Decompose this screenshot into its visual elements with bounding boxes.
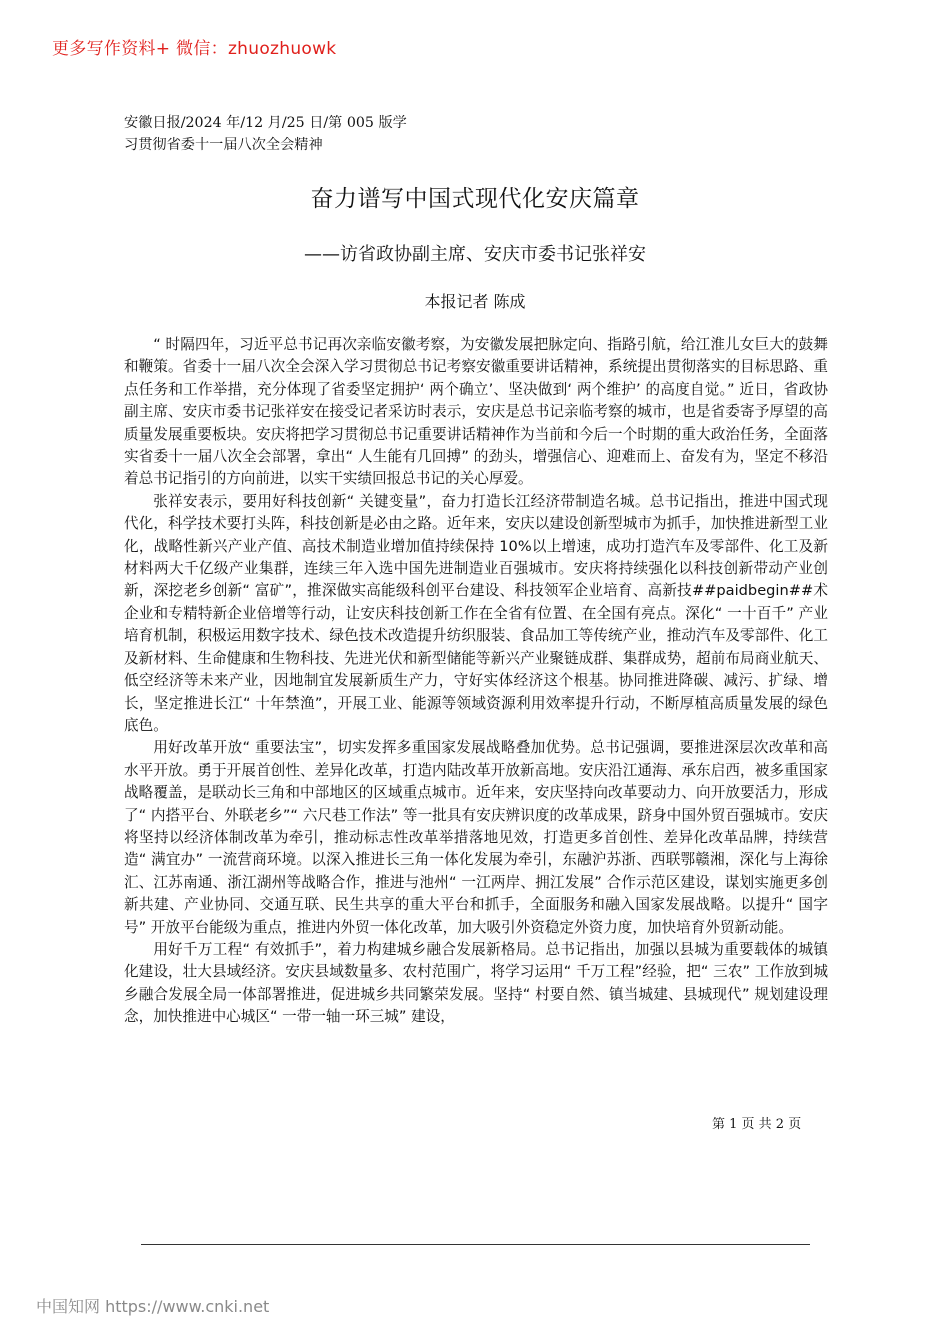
source-line: 安徽日报/2024 年/12 月/25 日/第 005 版学习贯彻省委十一届八次全会精神 [124, 115, 407, 153]
article-body [124, 334, 828, 1029]
byline: 本报记者 陈成 [424, 292, 526, 311]
promo-banner: 更多写作资料+ 微信：zhuozhuowk [52, 39, 337, 59]
paragraph: 用好改革开放“ 重要法宝”，切实发挥多重国家发展战略叠加优势。总书记强调，要推进深层次改革和高水平开放。勇于开展首创性、差异化改革，打造内陆改革开放新高地。安庆沿江通海、承东启西，被多重国家战略覆盖，是联动长三角和中部地区的区域重点城市。近年来，安庆坚持向改革要动力、向开放要活力，形成了“ 内搭平台、外联老乡”“ 六尺巷工作法” 等一批具有安庆辨识度的改革成果，跻身中国外贸百强城市。安庆将坚持以经济体制改革为牵引，推动标志性改革举措落地见效，打造更多首创性、差异化改革品牌，持续营造“ 满宜办” 一流营商环境。以深入推进长三角一体化发展为牵引，东融沪苏浙、西联鄂赣湘，深化与上海徐汇、江苏南通、浙江湖州等战略合作，推进与池州“ 一江两岸、拥江发展” 合作示范区建设，谋划实施更多创新共建、产业协同、交通互联、民生共享的重大平台和抓手，全面服务和融入国家发展战略。以提升“ 国字号” 开放平台能级为重点，推进内外贸一体化改革，加大吸引外资稳定外资力度，加快培育外贸新动能。 [124, 739, 828, 936]
footer-divider [141, 1244, 810, 1245]
paragraph: 用好千万工程“ 有效抓手”，着力构建城乡融合发展新格局。总书记指出，加强以县城为重要载体的城镇化建设，壮大县域经济。安庆县域数量多、农村范围广，将学习运用“ 千万工程”经验，把“ 三农” 工作放到城乡融合发展全局一体部署推进，促进城乡共同繁荣发展。坚持“ 村要自然、镇当城建、县城现代” 规划建设理念，加快推进中心城区“ 一带一轴一环三城” 建设， [124, 940, 828, 1026]
article-title: 奋力谱写中国式现代化安庆篇章 [310, 186, 640, 212]
paragraph: “ 时隔四年，习近平总书记再次亲临安徽考察，为安徽发展把脉定向、指路引航，给江淮儿女巨大的鼓舞和鞭策。省委十一届八次全会深入学习贯彻总书记考察安徽重要讲话精神，系统提出贯彻落实的目标思路、重点任务和工作举措，充分体现了省委坚定拥护‘ 两个确立’、坚决做到‘ 两个维护’ 的高度自觉。” 近日，省政协副主席、安庆市委书记张祥安在接受记者采访时表示，安庆是总书记亲临考察的城市，也是省委寄予厚望的高质量发展重要板块。安庆将把学习贯彻总书记重要讲话精神作为当前和今后一个时期的重大政治任务，全面落实省委十一届八次全会部署，拿出“ 人生能有几回搏” 的劲头，增强信心、迎难而上、奋发有为，坚定不移沿着总书记指引的方向前进，以实干实绩回报总书记的关心厚爱。 [124, 336, 828, 488]
paragraph: 张祥安表示，要用好科技创新“ 关键变量”，奋力打造长江经济带制造名城。总书记指出，推进中国式现代化，科学技术要打头阵，科技创新是必由之路。近年来，安庆以建设创新型城市为抓手，加快推进新型工业化，战略性新兴产业产值、高技术制造业增加值持续保持 10%以上增速，成功打造汽车及零部件、化工及新材料两大千亿级产业集群，连续三年入选中国先进制造业百强城市。安庆将持续强化以科技创新带动产业创新，深挖老乡创新“ 富矿”，推深做实高能级科创平台建设、科技领军企业培育、高新技##paidbegin##术企业和专精特新企业倍增等行动，让安庆科技创新工作在全省有位置、在全国有亮点。深化“ 一十百千” 产业培育机制，积极运用数字技术、绿色技术改造提升纺织服装、食品加工等传统产业，推动汽车及零部件、化工及新材料、生命健康和生物科技、先进光伏和新型储能等新兴产业聚链成群、集群成势，超前布局商业航天、低空经济等未来产业，因地制宜发展新质生产力，守好实体经济这个根基。协同推进降碳、减污、扩绿、增长，坚定推进长江“ 十年禁渔”，开展工业、能源等领域资源利用效率提升行动，不断厚植高质量发展的绿色底色。 [124, 492, 828, 734]
cnki-watermark: 中国知网 https://www.cnki.net [36, 1297, 270, 1316]
page-indicator: 第 1 页 共 2 页 [712, 1117, 802, 1132]
article-subtitle: ——访省政协副主席、安庆市委书记张祥安 [304, 244, 646, 265]
